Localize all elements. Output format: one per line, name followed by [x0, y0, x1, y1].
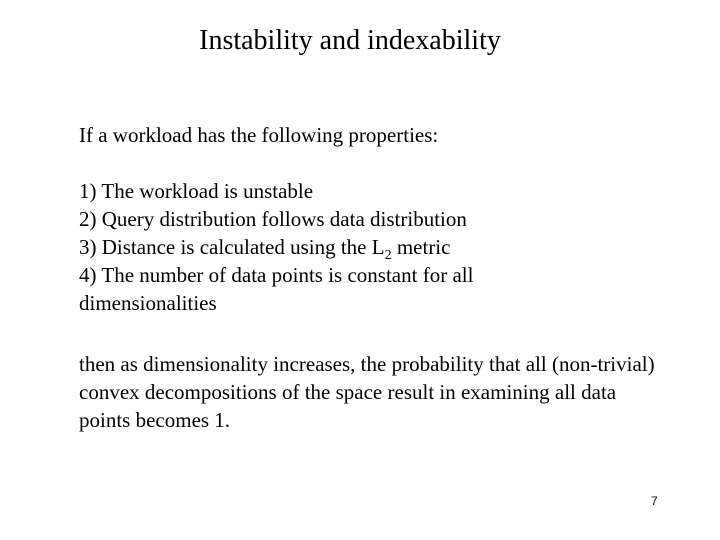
conditions-list — [79, 177, 549, 317]
subscript-text: 2 — [384, 248, 392, 263]
condition-item: 4) The number of data points is constant for all dimensionalities — [79, 263, 474, 315]
condition-text: metric — [391, 235, 451, 259]
page-number: 7 — [651, 494, 658, 508]
condition-text: 3) Distance is calculated using the L — [79, 235, 385, 259]
condition-item — [79, 233, 549, 261]
conclusion-text: then as dimensionality increases, the probability that all (non-trivial) convex decompositions of the space result in examining all data points becomes 1. — [79, 352, 655, 432]
slide-title: Instability and indexability — [199, 25, 501, 56]
condition-item: 1) The workload is unstable — [79, 179, 314, 203]
condition-item: 2) Query distribution follows data distribution — [79, 207, 467, 231]
intro-text: If a workload has the following properties: — [79, 123, 439, 147]
